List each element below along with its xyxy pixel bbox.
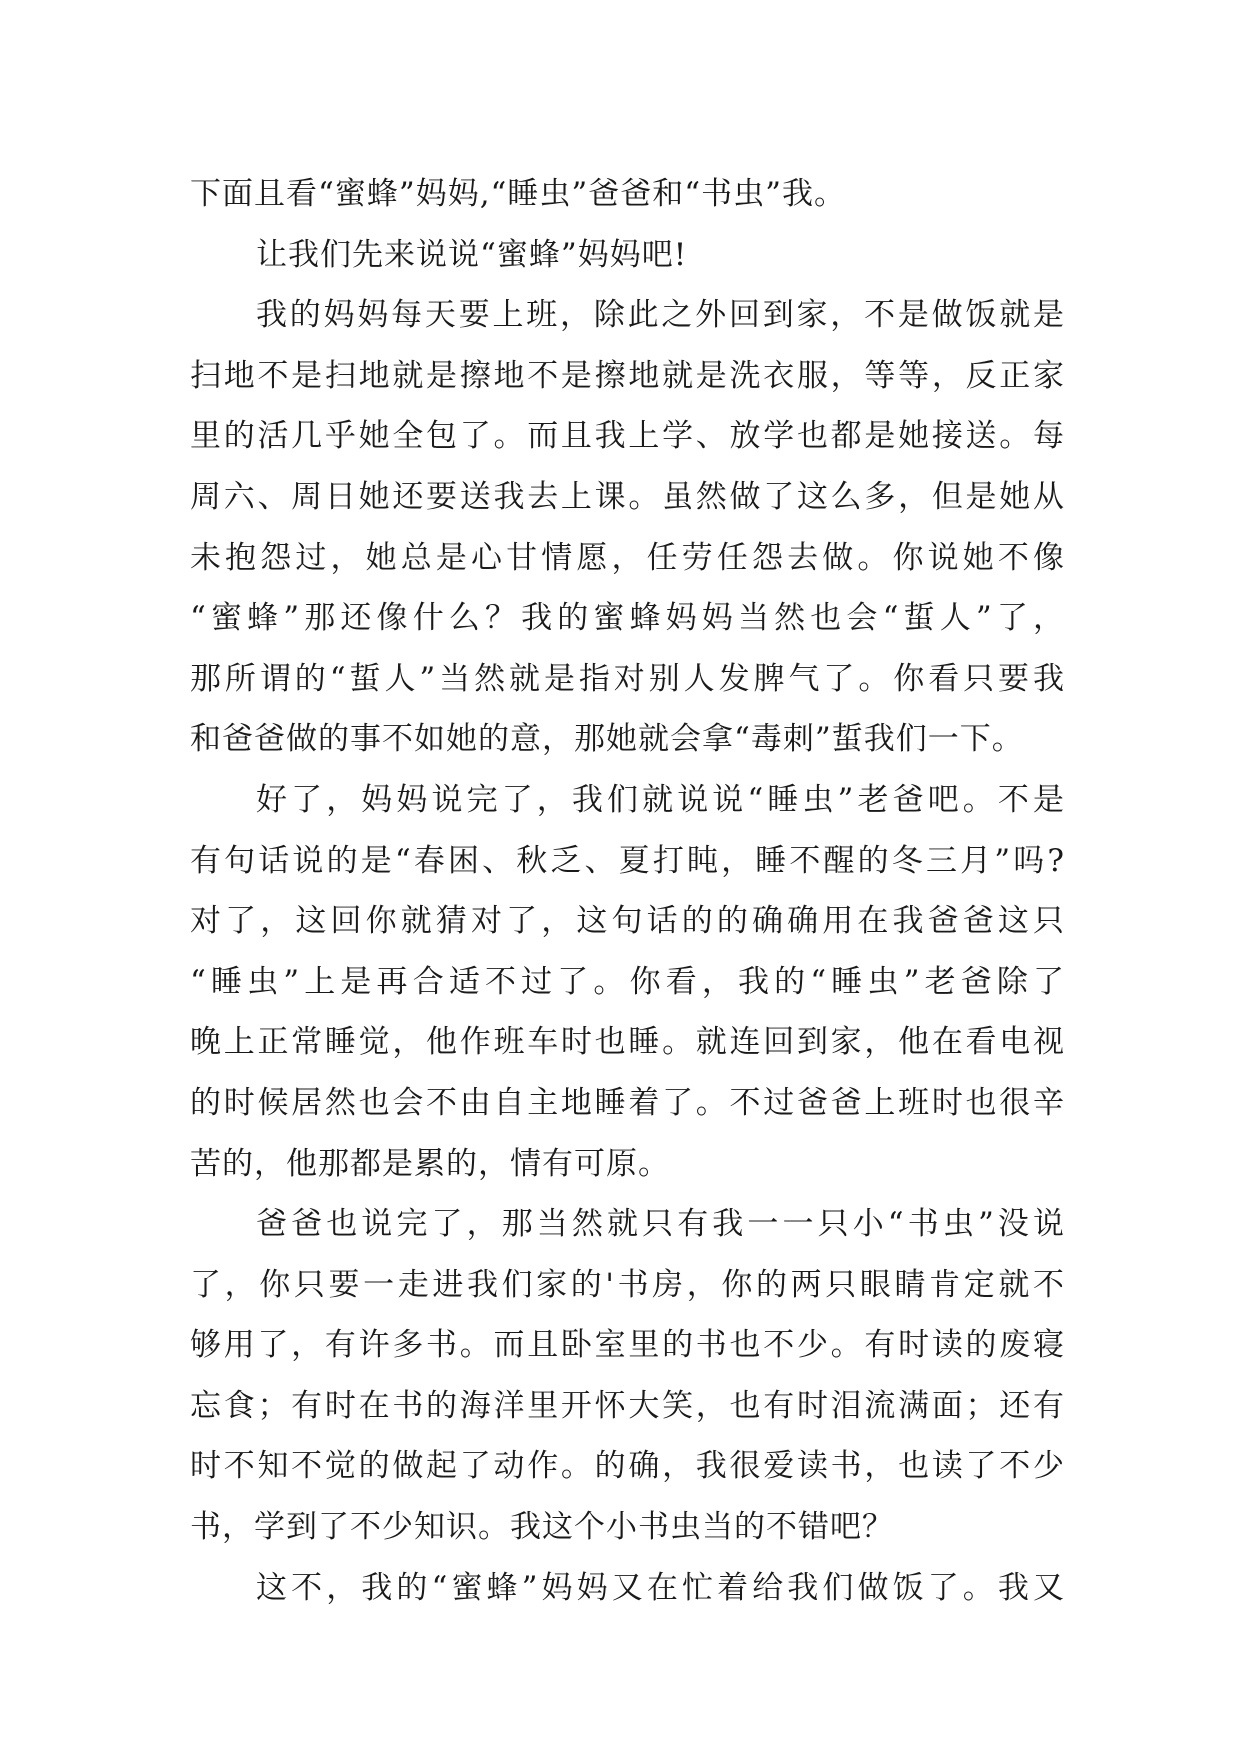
text-line: 有句话说的是“春困、秋乏、夏打盹，睡不醒的冬三月”吗? bbox=[190, 842, 1065, 879]
text-line: 扫地不是扫地就是擦地不是擦地就是洗衣服，等等，反正家 bbox=[190, 357, 1065, 394]
text-line: 让我们先来说说“蜜蜂”妈妈吧! bbox=[256, 236, 688, 273]
text-line: 和爸爸做的事不如她的意，那她就会拿“毒刺”蜇我们一下。 bbox=[190, 721, 1024, 758]
text-line: 好了，妈妈说完了，我们就说说“睡虫”老爸吧。不是 bbox=[256, 781, 1065, 818]
text-line: 书，学到了不少知识。我这个小书虫当的不错吧？ bbox=[190, 1509, 894, 1546]
text-line: 里的活几乎她全包了。而且我上学、放学也都是她接送。每 bbox=[190, 418, 1065, 455]
text-line: “睡虫”上是再合适不过了。你看，我的“睡虫”老爸除了 bbox=[190, 963, 1065, 1000]
text-line: “蜜蜂”那还像什么？我的蜜蜂妈妈当然也会“蜇人”了， bbox=[190, 600, 1065, 637]
text-line: 下面且看“蜜蜂”妈妈,“睡虫”爸爸和“书虫”我。 bbox=[190, 176, 846, 212]
text-line: 这不，我的“蜜蜂”妈妈又在忙着给我们做饭了。我又 bbox=[256, 1569, 1065, 1606]
text-line: 的时候居然也会不由自主地睡着了。不过爸爸上班时也很辛 bbox=[190, 1084, 1065, 1121]
text-line: 周六、周日她还要送我去上课。虽然做了这么多，但是她从 bbox=[190, 478, 1065, 515]
text-line: 晚上正常睡觉，他作班车时也睡。就连回到家，他在看电视 bbox=[190, 1024, 1065, 1061]
text-line: 忘食；有时在书的海洋里开怀大笑，也有时泪流满面；还有 bbox=[190, 1387, 1065, 1424]
text-line: 那所谓的“蜇人”当然就是指对别人发脾气了。你看只要我 bbox=[190, 660, 1065, 697]
text-line: 对了，这回你就猜对了，这句话的的确确用在我爸爸这只 bbox=[190, 903, 1065, 940]
text-line: 了，你只要一走进我们家的'书房，你的两只眼睛肯定就不 bbox=[190, 1266, 1065, 1303]
text-line: 苦的，他那都是累的，情有可原。 bbox=[190, 1145, 670, 1182]
text-line: 我的妈妈每天要上班，除此之外回到家，不是做饭就是 bbox=[256, 297, 1065, 334]
text-line: 未抱怨过，她总是心甘情愿，任劳任怨去做。你说她不像 bbox=[190, 539, 1065, 576]
body-text bbox=[190, 164, 1065, 1618]
text-line: 够用了，有许多书。而且卧室里的书也不少。有时读的废寝 bbox=[190, 1327, 1065, 1364]
text-line: 爸爸也说完了，那当然就只有我一一只小“书虫”没说 bbox=[256, 1206, 1065, 1243]
text-line: 时不知不觉的做起了动作。的确，我很爱读书，也读了不少 bbox=[190, 1448, 1065, 1485]
